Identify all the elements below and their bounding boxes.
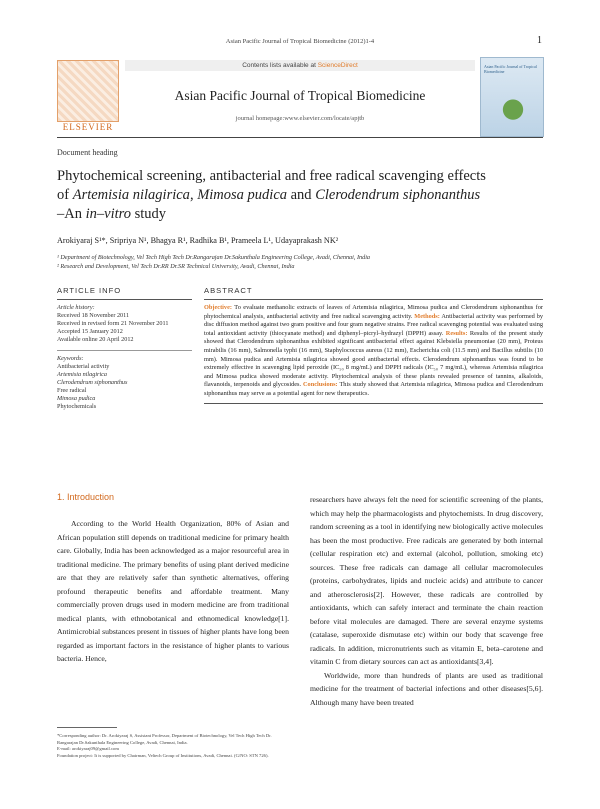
history-online: Available online 20 April 2012 [57, 336, 134, 343]
keyword: Mimosa pudica [57, 395, 96, 402]
abstract-section [204, 286, 543, 404]
conclusions-label: Conclusions: [303, 381, 338, 389]
title-invitro: in–vitro [85, 206, 131, 222]
article-info-heading: ARTICLE INFO [57, 286, 122, 295]
intro-paragraph: Worldwide, more than hundreds of plants are used as traditional medicine for the treatment of bacterial infections and other diseases[5,6]. Although many have been treated [310, 670, 543, 707]
species-mimosa: Mimosa pudica [197, 187, 287, 203]
objective-label: Objective: [204, 304, 232, 311]
keywords-label: Keywords: [57, 355, 84, 362]
keyword: Antibacterial activity [57, 363, 110, 370]
introduction-heading: 1. Introduction [57, 492, 115, 502]
history-label: Article history: [57, 304, 95, 311]
keyword: Free radical [57, 387, 87, 394]
document-heading: Document heading [57, 148, 118, 157]
author-list: Arokiyaraj S¹*, Sripriya N¹, Bhagya R¹, Radhika B¹, Prameela L¹, Udayaprakash NK² [57, 236, 339, 245]
title-line-1: Phytochemical screening, antibacterial and free radical scavenging effects [57, 168, 486, 184]
footnotes [57, 733, 289, 759]
corresponding-author-note: *Corresponding author: Dr. Arokiyaraj S, Assistant Professor, Department of Biotechnology, Vel Tech High Tech Dr. Rangarajan Dr.Sakunthala Engineering College, Avadi, Chennai, India. [57, 733, 272, 745]
article-info-section [57, 286, 192, 411]
results-text: Results of the present study showed that Clerodendrum siphonanthus exhibited significant antibacterial effect against Klebsiella pneumoniae (20 mm), Proteus mirabilis (16 mm), Salmonella typhi (16 mm), Staphylococcus aureus (12 mm), Escherichia coli (11.5 mm) and Bacillus subtilis (10 mm). Mimosa pudica and Artemisia nilagirica showed good antibacterial effects. Clerodendrum siphonanthus was found to be extremely effective in scavenging lipid peroxide (IC₅₀ 8 mg/mL) and DPPH radicals (IC₅₀ 7 mg/mL), whereas Artemisia nilagirica and Mimosa pudica showed moderate activity. Phytochemical analysis of these plants revealed presence of tannins, alkaloids, flavanoids, terpenoids and glycosides. [204, 329, 544, 389]
email-link[interactable]: E-mail: arokiyaraj09@gmail.com [57, 746, 119, 752]
journal-homepage-link[interactable]: journal homepage:www.elsevier.com/locate/apjtb [235, 115, 365, 122]
history-received: Received 18 November 2011 [57, 312, 130, 319]
keyword: Phytochemicals [57, 403, 97, 410]
foundation-note: Foundation project: It is supported by Chairman, Veltech Group of Institutions, Avadi, Chennai. (G/NO: STN 726). [57, 752, 269, 758]
journal-name: Asian Pacific Journal of Tropical Biomedicine [174, 88, 426, 103]
sciencedirect-link[interactable]: ScienceDirect [317, 62, 358, 69]
contents-availability [125, 60, 475, 71]
intro-left-column: According to the World Health Organization, 80% of Asian and African population still depends on traditional medicine for primary health care. Globally, India has been acknowledged as a major resourceful area in traditional medicine. The primary benefits of using plant derived medicine are that they are relatively safer than synthetic alternatives, offering profound therapeutic benefits and affordable treatment. Many commercially proven drugs used in modern medicine are from traditional medical plants, with ethnobotanical and ethnomedical knowledge[1]. Antimicrobial substances present in tissues of higher plants have long been regarded as important factors in the resistance of higher plants to various bacteria. Hence, [57, 519, 289, 663]
footnote-rule [57, 727, 117, 728]
history-revised: Received in revised form 21 November 2011 [57, 320, 169, 327]
species-artemisia: Artemisia nilagirica [72, 187, 190, 203]
journal-cover [480, 57, 544, 137]
title-line-2: of Artemisia nilagirica, Mimosa pudica and Clerodendrum siphonanthus [57, 187, 481, 203]
methods-label: Methods: [414, 312, 440, 320]
publisher-name: ELSEVIER [62, 122, 114, 132]
elsevier-tree-logo [57, 60, 119, 122]
results-label: Results: [445, 329, 468, 337]
history-accepted: Accepted 15 January 2012 [57, 328, 123, 335]
conclusions-text: This study showed that Artemisia nilagirica, Mimosa pudica and Clerodendrum siphonanthus may serve as a potential agent for new therapeutics. [204, 381, 544, 397]
abstract-heading: ABSTRACT [204, 286, 253, 295]
keyword: Artemisia nilagirica [57, 371, 108, 378]
affiliation-1: ¹ Department of Biotechnology, Vel Tech High Tech Dr.Rangarajan Dr.Sakunthala Engineering College, Avadi, Chennai, India [57, 254, 371, 261]
objective-text: To evaluate methanolic extracts of leaves of Artemisia nilagirica, Mimosa pudica and Clerodendrum siphonanthus for phytochemical analysis, antibacterial activity and free radical scavenging activity. [204, 304, 543, 320]
page-number: 1 [537, 35, 542, 46]
methods-text: Antibacterial activity was performed by disc diffusion method against two gram positive and four gram negative strains. Free radical scavenging potential was evaluated using total antioxidant activity (thiocyanate method) and diphenyl–picryl–hydrazyl (DPPH) assay. [204, 312, 543, 337]
keyword: Clerodendrum siphonanthus [57, 379, 128, 386]
contents-prefix: Contents lists available at [242, 62, 318, 69]
title-line-3: –An in–vitro study [57, 206, 167, 222]
cover-title: Asian Pacific Journal of Tropical Biomedicine [484, 64, 537, 74]
intro-right-column [310, 493, 543, 709]
header-rule [57, 137, 543, 138]
species-clerodendrum: Clerodendrum siphonanthus [315, 187, 481, 203]
intro-paragraph: researchers have always felt the need for scientific screening of the plants, which may help the pharmacologists and phytochemists. In drug discovery, random screening as a tool in identifying new biologically active molecules has been the most productive. Free radicals are generated by both internal (cellular respiration etc) and external (alcohol, pollution, smoking etc) sources. These free radicals can damage all cellular macromolecules (proteins, carbohydrates, lipids and nucleic acids) and attribute to cancer and atherosclerosis[2]. However, these radicals are controlled by antioxidants, which can safely interact and terminate the chain reaction before vital molecules are damaged. There are several enzyme systems (catalase, superoxide dismutase etc) within our body that scavenge free radicals. In addition, micronutrients such as vitamin E, beta–carotene and vitamin C from dietary sources can act as antioxidants[3,4]. [310, 495, 543, 666]
article-title [57, 167, 547, 224]
running-head: Asian Pacific Journal of Tropical Biomedicine (2012)1-4 [225, 38, 375, 45]
cover-plant-image [501, 88, 525, 124]
affiliation-2: ² Research and Development, Vel Tech Dr.RR Dr.SR Technical University, Avadi, Chennai, India [57, 263, 295, 270]
abstract-body [204, 304, 543, 399]
